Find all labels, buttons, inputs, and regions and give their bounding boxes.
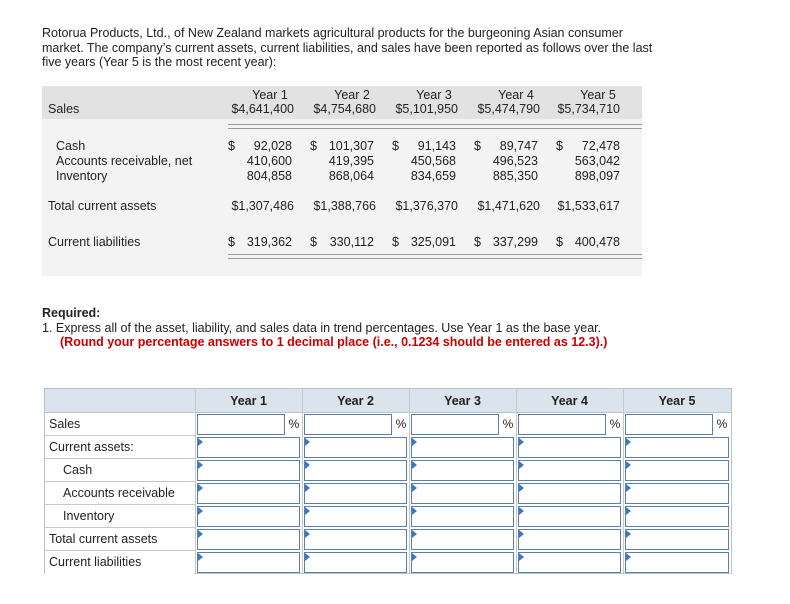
year-header-1: Year 1 <box>252 88 288 102</box>
answer-year-header: Year 3 <box>409 389 516 413</box>
input-marker-icon <box>305 461 310 469</box>
answer-row-cash: Cash <box>45 459 195 482</box>
cash-year5-input[interactable] <box>625 460 729 481</box>
inventory-value: 804,858 <box>246 169 292 183</box>
input-marker-icon <box>412 438 417 446</box>
answer-row-current-assets: Current assets: <box>45 436 195 459</box>
percent-sign: % <box>609 417 621 431</box>
cash-value: 89,747 <box>499 139 538 153</box>
ar-value: 450,568 <box>410 154 456 168</box>
inventory-value: 834,659 <box>410 169 456 183</box>
input-marker-icon <box>198 530 203 538</box>
sales-value: $5,734,710 <box>557 102 620 116</box>
cash-value: 92,028 <box>253 139 292 153</box>
grid-line <box>302 389 303 573</box>
current-liabilities-value: 319,362 <box>246 235 292 249</box>
required-section <box>42 306 682 350</box>
current-liabilities-value: 330,112 <box>329 235 374 249</box>
required-heading: Required: <box>42 306 101 320</box>
grid-line <box>195 389 196 573</box>
divider <box>228 128 642 129</box>
dollar-sign: $ <box>474 235 481 249</box>
ar-label: Accounts receivable, net <box>56 154 193 168</box>
input-marker-icon <box>412 484 417 492</box>
ar-year3-input[interactable] <box>411 483 514 504</box>
current-liabilities-label: Current liabilities <box>48 235 141 249</box>
sales-value: $5,101,950 <box>395 102 458 116</box>
ar-value: 563,042 <box>574 154 620 168</box>
total-current-assets-year2-input[interactable] <box>304 529 407 550</box>
cash-value: 101,307 <box>328 139 374 153</box>
total-current-assets-value: $1,376,370 <box>395 199 458 213</box>
grid-line <box>623 389 624 573</box>
ar-year1-input[interactable] <box>197 483 300 504</box>
total-current-assets-value: $1,533,617 <box>557 199 620 213</box>
input-marker-icon <box>519 438 524 446</box>
inventory-year2-input[interactable] <box>304 506 407 527</box>
sales-label: Sales <box>48 102 80 116</box>
input-marker-icon <box>626 438 631 446</box>
inventory-year3-input[interactable] <box>411 506 514 527</box>
input-marker-icon <box>626 507 631 515</box>
input-marker-icon <box>198 438 203 446</box>
percent-sign: % <box>502 417 514 431</box>
current-liabilities-value: 325,091 <box>410 235 456 249</box>
year-header-2: Year 2 <box>334 88 370 102</box>
current-liabilities-year2-input[interactable] <box>304 552 407 573</box>
dollar-sign: $ <box>310 139 317 153</box>
sales-year1-input[interactable] <box>197 414 285 435</box>
ar-year5-input[interactable] <box>625 483 729 504</box>
sales-year4-input[interactable] <box>518 414 606 435</box>
current-liabilities-year4-input[interactable] <box>518 552 621 573</box>
current-assets-year3-input[interactable] <box>411 437 514 458</box>
ar-value: 419,395 <box>328 154 374 168</box>
rounding-note: (Round your percentage answers to 1 decimal place (i.e., 0.1234 should be entered as 12.3).) <box>60 335 608 349</box>
cash-value: 72,478 <box>581 139 620 153</box>
divider <box>228 124 642 125</box>
total-current-assets-year3-input[interactable] <box>411 529 514 550</box>
ar-year2-input[interactable] <box>304 483 407 504</box>
sales-value: $4,641,400 <box>231 102 294 116</box>
grid-line <box>409 389 410 573</box>
total-current-assets-label: Total current assets <box>48 199 157 213</box>
input-marker-icon <box>626 484 631 492</box>
input-marker-icon <box>198 553 203 561</box>
ar-value: 496,523 <box>492 154 538 168</box>
required-item: 1. Express all of the asset, liability, and sales data in trend percentages. Use Year 1 as the base year. <box>42 320 602 335</box>
input-marker-icon <box>412 461 417 469</box>
inventory-year1-input[interactable] <box>197 506 300 527</box>
current-liabilities-year1-input[interactable] <box>197 552 300 573</box>
input-marker-icon <box>198 507 203 515</box>
input-marker-icon <box>412 507 417 515</box>
dollar-sign: $ <box>474 139 481 153</box>
inventory-value: 885,350 <box>492 169 538 183</box>
total-current-assets-value: $1,388,766 <box>313 199 376 213</box>
input-marker-icon <box>305 530 310 538</box>
input-marker-icon <box>519 553 524 561</box>
total-current-assets-year4-input[interactable] <box>518 529 621 550</box>
dollar-sign: $ <box>310 235 317 249</box>
input-marker-icon <box>305 484 310 492</box>
input-marker-icon <box>305 507 310 515</box>
total-current-assets-year1-input[interactable] <box>197 529 300 550</box>
current-assets-year4-input[interactable] <box>518 437 621 458</box>
current-assets-year2-input[interactable] <box>304 437 407 458</box>
sales-value: $5,474,790 <box>477 102 540 116</box>
answer-row-inventory: Inventory <box>45 505 195 528</box>
cash-year2-input[interactable] <box>304 460 407 481</box>
percent-sign: % <box>395 417 407 431</box>
dollar-sign: $ <box>228 235 235 249</box>
total-current-assets-value: $1,307,486 <box>231 199 294 213</box>
answer-grid <box>44 388 732 574</box>
input-marker-icon <box>519 507 524 515</box>
cash-label: Cash <box>56 139 86 153</box>
answer-header-blank <box>45 389 195 413</box>
divider <box>228 258 642 259</box>
inventory-value: 898,097 <box>574 169 620 183</box>
answer-row-accounts-receivable: Accounts receivable <box>45 482 195 505</box>
answer-row-current-liabilities: Current liabilities <box>45 551 195 574</box>
input-marker-icon <box>412 530 417 538</box>
answer-row-total-current-assets: Total current assets <box>45 528 195 551</box>
sales-year2-input[interactable] <box>304 414 392 435</box>
divider <box>228 254 642 255</box>
current-assets-year1-input[interactable] <box>197 437 300 458</box>
problem-intro: Rotorua Products, Ltd., of New Zealand markets agricultural products for the burgeoning Asian consumer market. The company’s current assets, current liabilities, and sales have been reported as follows over the last five years (Year 5 is the most recent year): <box>42 26 653 69</box>
dollar-sign: $ <box>556 235 563 249</box>
input-marker-icon <box>626 461 631 469</box>
year-header-5: Year 5 <box>580 88 616 102</box>
dollar-sign: $ <box>392 139 399 153</box>
answer-year-header: Year 5 <box>623 389 731 413</box>
input-marker-icon <box>198 461 203 469</box>
ar-year4-input[interactable] <box>518 483 621 504</box>
dollar-sign: $ <box>556 139 563 153</box>
year-header-4: Year 4 <box>498 88 534 102</box>
input-marker-icon <box>519 461 524 469</box>
answer-row-sales: Sales <box>45 413 195 436</box>
total-current-assets-year5-input[interactable] <box>625 529 729 550</box>
sales-value: $4,754,680 <box>313 102 376 116</box>
answer-year-header: Year 4 <box>516 389 623 413</box>
total-current-assets-value: $1,471,620 <box>477 199 540 213</box>
answer-year-header: Year 1 <box>195 389 302 413</box>
dollar-sign: $ <box>392 235 399 249</box>
input-marker-icon <box>626 530 631 538</box>
percent-sign: % <box>716 417 728 431</box>
cash-value: 91,143 <box>417 139 456 153</box>
input-marker-icon <box>305 438 310 446</box>
cash-year3-input[interactable] <box>411 460 514 481</box>
inventory-year4-input[interactable] <box>518 506 621 527</box>
grid-line <box>516 389 517 573</box>
input-marker-icon <box>412 553 417 561</box>
current-liabilities-year3-input[interactable] <box>411 552 514 573</box>
input-marker-icon <box>198 484 203 492</box>
current-liabilities-value: 337,299 <box>492 235 538 249</box>
cash-year1-input[interactable] <box>197 460 300 481</box>
ar-value: 410,600 <box>246 154 292 168</box>
inventory-year5-input[interactable] <box>625 506 729 527</box>
inventory-label: Inventory <box>56 169 108 183</box>
input-marker-icon <box>519 530 524 538</box>
input-marker-icon <box>305 553 310 561</box>
year-header-3: Year 3 <box>416 88 452 102</box>
current-liabilities-year5-input[interactable] <box>625 552 729 573</box>
inventory-value: 868,064 <box>328 169 374 183</box>
input-marker-icon <box>626 553 631 561</box>
input-marker-icon <box>519 484 524 492</box>
current-assets-year5-input[interactable] <box>625 437 729 458</box>
answer-year-header: Year 2 <box>302 389 409 413</box>
percent-sign: % <box>288 417 300 431</box>
sales-year3-input[interactable] <box>411 414 499 435</box>
dollar-sign: $ <box>228 139 235 153</box>
data-table <box>42 86 642 276</box>
cash-year4-input[interactable] <box>518 460 621 481</box>
current-liabilities-value: 400,478 <box>574 235 620 249</box>
sales-year5-input[interactable] <box>625 414 713 435</box>
